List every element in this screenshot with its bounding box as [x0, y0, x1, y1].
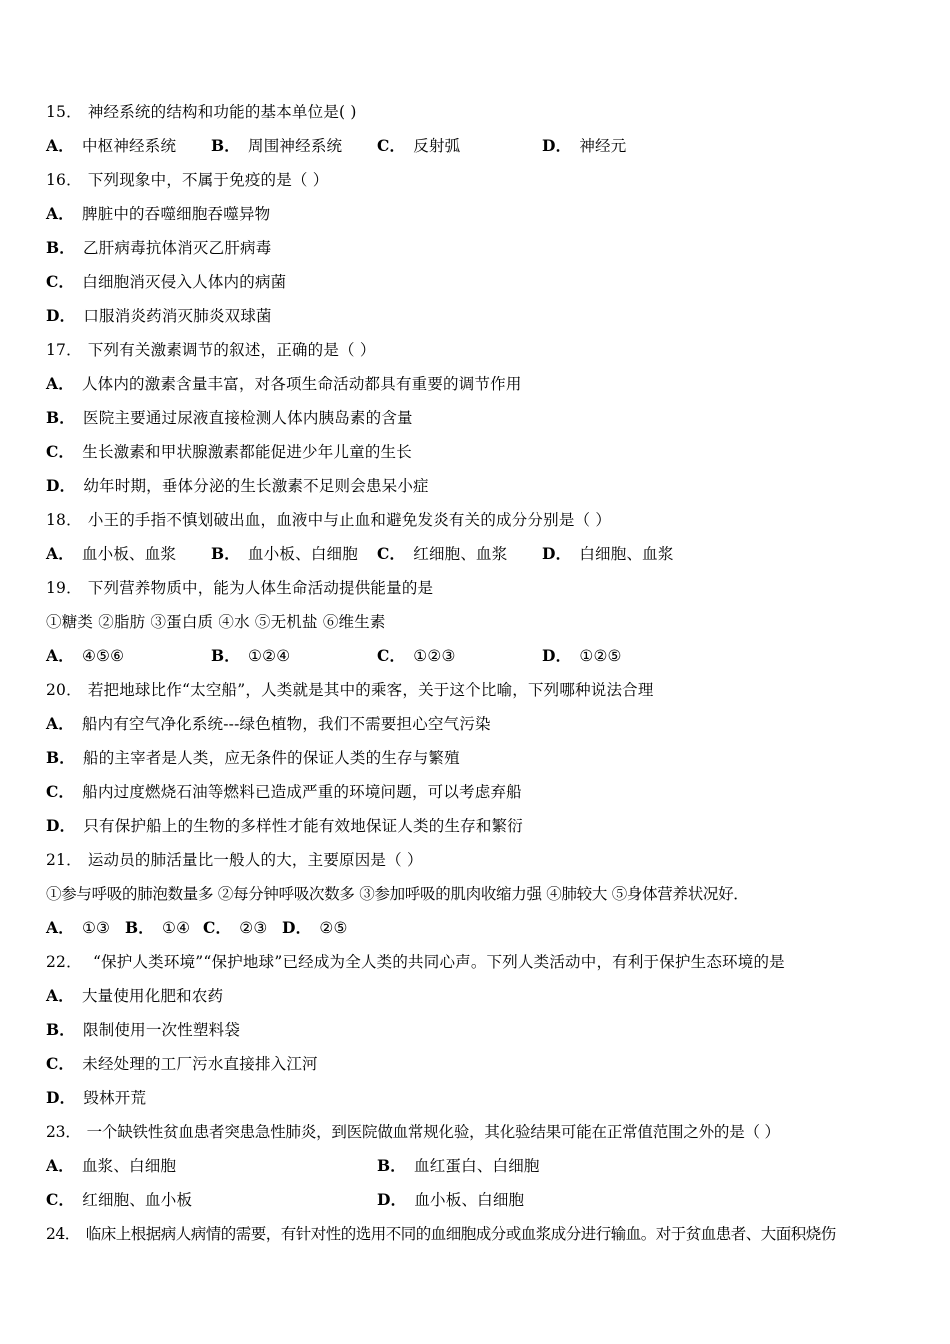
- option-text: 限制使用一次性塑料袋: [83, 1021, 241, 1039]
- question-number: 18．: [46, 511, 82, 529]
- option-label: B．: [46, 408, 76, 427]
- question-17-stem: [46, 340, 376, 360]
- option-label: C．: [46, 1190, 75, 1209]
- option-text: 周围神经系统: [248, 137, 343, 155]
- option-label: C．: [46, 272, 75, 291]
- option-text: ①②③: [413, 647, 456, 665]
- option-text: 血小板、血浆: [81, 545, 177, 563]
- option-d: [542, 646, 622, 666]
- question-23-stem: [46, 1122, 780, 1142]
- option-text: 脾脏中的吞噬细胞吞噬异物: [81, 205, 271, 223]
- option-b: [211, 544, 358, 564]
- question-number: 19．: [46, 579, 82, 597]
- question-21-choices-list: ①参与呼吸的肺泡数量多 ②每分钟呼吸次数多 ③参加呼吸的肌肉收缩力强 ④肺较大 ⑤身体营养状况好．: [46, 885, 749, 903]
- option-text: 红细胞、血小板: [82, 1191, 193, 1209]
- option-b: [211, 136, 342, 156]
- option-text: 血小板、白细胞: [248, 545, 358, 563]
- option-text: 未经处理的工厂污水直接排入江河: [82, 1055, 318, 1073]
- question-22-stem: [46, 952, 785, 972]
- question-15-stem: [46, 102, 357, 122]
- question-text: “保护人类环境”“保护地球”已经成为全人类的共同心声。下列人类活动中，有利于保护生态环境的是: [87, 953, 785, 971]
- option-d: [377, 1190, 524, 1210]
- option-d: [46, 1088, 146, 1108]
- option-d: [46, 306, 272, 326]
- question-number: 17．: [46, 341, 82, 359]
- option-label: C．: [377, 136, 406, 155]
- option-label: A．: [46, 1156, 74, 1175]
- option-label: D．: [46, 1088, 76, 1107]
- option-text: 口服消炎药消灭肺炎双球菌: [83, 307, 272, 325]
- question-16-stem: [46, 170, 328, 190]
- option-label: A．: [46, 918, 74, 937]
- question-24-stem: [46, 1224, 836, 1244]
- option-label: D．: [542, 646, 572, 665]
- option-label: C．: [46, 1054, 75, 1073]
- option-a: [46, 714, 491, 734]
- option-a: [46, 136, 176, 156]
- question-number: 15．: [46, 103, 82, 121]
- question-18-stem: [46, 510, 611, 530]
- option-b: [211, 646, 290, 666]
- option-text: 毁林开荒: [83, 1089, 147, 1107]
- option-label: A．: [46, 714, 74, 733]
- option-c: [203, 918, 267, 938]
- option-label: B．: [377, 1156, 407, 1175]
- option-label: B．: [46, 238, 76, 257]
- option-label: D．: [46, 816, 76, 835]
- option-text: 乙肝病毒抗体消灭乙肝病毒: [83, 239, 272, 257]
- option-text: ④⑤⑥: [81, 647, 125, 665]
- option-text: 只有保护船上的生物的多样性才能有效地保证人类的生存和繁衍: [83, 817, 523, 835]
- option-text: 人体内的激素含量丰富，对各项生命活动都具有重要的调节作用: [81, 375, 522, 393]
- option-label: B．: [211, 544, 241, 563]
- option-b: [46, 238, 271, 258]
- option-text: ①②④: [248, 647, 291, 665]
- question-text: 一个缺铁性贫血患者突患急性肺炎，到医院做血常规化验，其化验结果可能在正常值范围之外的是（ ）: [86, 1123, 780, 1141]
- option-text: 白细胞、血浆: [579, 545, 674, 563]
- question-text: 若把地球比作“太空船”，人类就是其中的乘客，关于这个比喻，下列哪种说法合理: [87, 681, 654, 699]
- option-label: A．: [46, 544, 74, 563]
- option-label: B．: [211, 136, 241, 155]
- option-a: [46, 544, 176, 564]
- option-a: [46, 204, 270, 224]
- option-d: [542, 136, 626, 156]
- option-text: 血小板、白细胞: [414, 1191, 525, 1209]
- option-c: [46, 1190, 192, 1210]
- question-text: 小王的手指不慎划破出血，血液中与止血和避免发炎有关的成分分别是（ ）: [87, 511, 612, 529]
- option-d: [282, 918, 348, 938]
- option-c: [46, 1054, 318, 1074]
- option-label: D．: [46, 476, 76, 495]
- option-text: 大量使用化肥和农药: [81, 987, 224, 1005]
- option-text: ②③: [239, 919, 268, 937]
- option-label: C．: [203, 918, 232, 937]
- option-text: ①③: [81, 919, 111, 937]
- option-text: 船内过度燃烧石油等燃料已造成严重的环境问题，可以考虑弃船: [82, 783, 522, 801]
- option-label: D．: [542, 136, 572, 155]
- question-number: 21．: [46, 851, 82, 869]
- option-b: [46, 748, 460, 768]
- option-a: [46, 1156, 176, 1176]
- option-c: [377, 646, 456, 666]
- option-c: [46, 442, 412, 462]
- option-b: [46, 1020, 240, 1040]
- question-number: 22．: [46, 953, 82, 971]
- option-text: 白细胞消灭侵入人体内的病菌: [82, 273, 287, 291]
- option-label: A．: [46, 646, 74, 665]
- question-text: 运动员的肺活量比一般人的大，主要原因是（ ）: [87, 851, 423, 869]
- option-c: [46, 272, 286, 292]
- option-label: A．: [46, 204, 74, 223]
- option-label: D．: [377, 1190, 407, 1209]
- option-c: [46, 782, 522, 802]
- option-label: B．: [46, 1020, 76, 1039]
- option-d: [46, 816, 523, 836]
- question-number: 24．: [46, 1225, 80, 1243]
- option-label: C．: [377, 646, 406, 665]
- question-number: 23．: [46, 1123, 81, 1141]
- question-20-stem: [46, 680, 654, 700]
- option-c: [377, 544, 507, 564]
- option-text: 红细胞、血浆: [413, 545, 508, 563]
- question-19-stem: [46, 578, 433, 598]
- option-label: B．: [211, 646, 241, 665]
- option-label: C．: [46, 442, 75, 461]
- option-label: A．: [46, 136, 74, 155]
- option-text: 反射弧: [413, 137, 461, 155]
- option-label: A．: [46, 374, 74, 393]
- option-label: C．: [377, 544, 406, 563]
- option-text: 幼年时期，垂体分泌的生长激素不足则会患呆小症: [83, 477, 429, 495]
- option-d: [542, 544, 674, 564]
- option-text: 生长激素和甲状腺激素都能促进少年儿童的生长: [82, 443, 412, 461]
- option-text: 血浆、白细胞: [81, 1157, 177, 1175]
- option-b: [377, 1156, 540, 1176]
- question-text: 神经系统的结构和功能的基本单位是( ): [87, 103, 357, 121]
- option-a: [46, 374, 522, 394]
- option-label: D．: [46, 306, 76, 325]
- option-label: B．: [125, 918, 155, 937]
- option-label: D．: [282, 918, 312, 937]
- option-a: [46, 646, 124, 666]
- question-text: 下列有关激素调节的叙述，正确的是（ ）: [87, 341, 376, 359]
- option-label: D．: [542, 544, 572, 563]
- question-19-choices-list: ①糖类 ②脂肪 ③蛋白质 ④水 ⑤无机盐 ⑥维生素: [46, 613, 386, 631]
- option-text: 船的主宰者是人类，应无条件的保证人类的生存与繁殖: [83, 749, 460, 767]
- option-label: A．: [46, 986, 74, 1005]
- question-number: 16．: [46, 171, 82, 189]
- option-a: [46, 918, 110, 938]
- question-21-stem: [46, 850, 423, 870]
- option-text: 中枢神经系统: [81, 137, 177, 155]
- option-text: 血红蛋白、白细胞: [414, 1157, 540, 1175]
- question-number: 20．: [46, 681, 82, 699]
- option-label: B．: [46, 748, 76, 767]
- option-text: ①②⑤: [579, 647, 622, 665]
- question-text: 下列营养物质中，能为人体生命活动提供能量的是: [87, 579, 434, 597]
- option-text: ②⑤: [319, 919, 348, 937]
- option-c: [377, 136, 460, 156]
- option-b: [46, 408, 413, 428]
- option-label: C．: [46, 782, 75, 801]
- question-text: 临床上根据病人病情的需要，有针对性的选用不同的血细胞成分或血浆成分进行输血。对于贫血患者、大面积烧伤: [85, 1225, 836, 1243]
- option-d: [46, 476, 429, 496]
- question-text: 下列现象中，不属于免疫的是（ ）: [87, 171, 329, 189]
- option-a: [46, 986, 223, 1006]
- option-b: [125, 918, 190, 938]
- option-text: 神经元: [579, 137, 627, 155]
- option-text: ①④: [162, 919, 191, 937]
- option-text: 医院主要通过尿液直接检测人体内胰岛素的含量: [83, 409, 413, 427]
- option-text: 船内有空气净化系统---绿色植物，我们不需要担心空气污染: [81, 715, 491, 733]
